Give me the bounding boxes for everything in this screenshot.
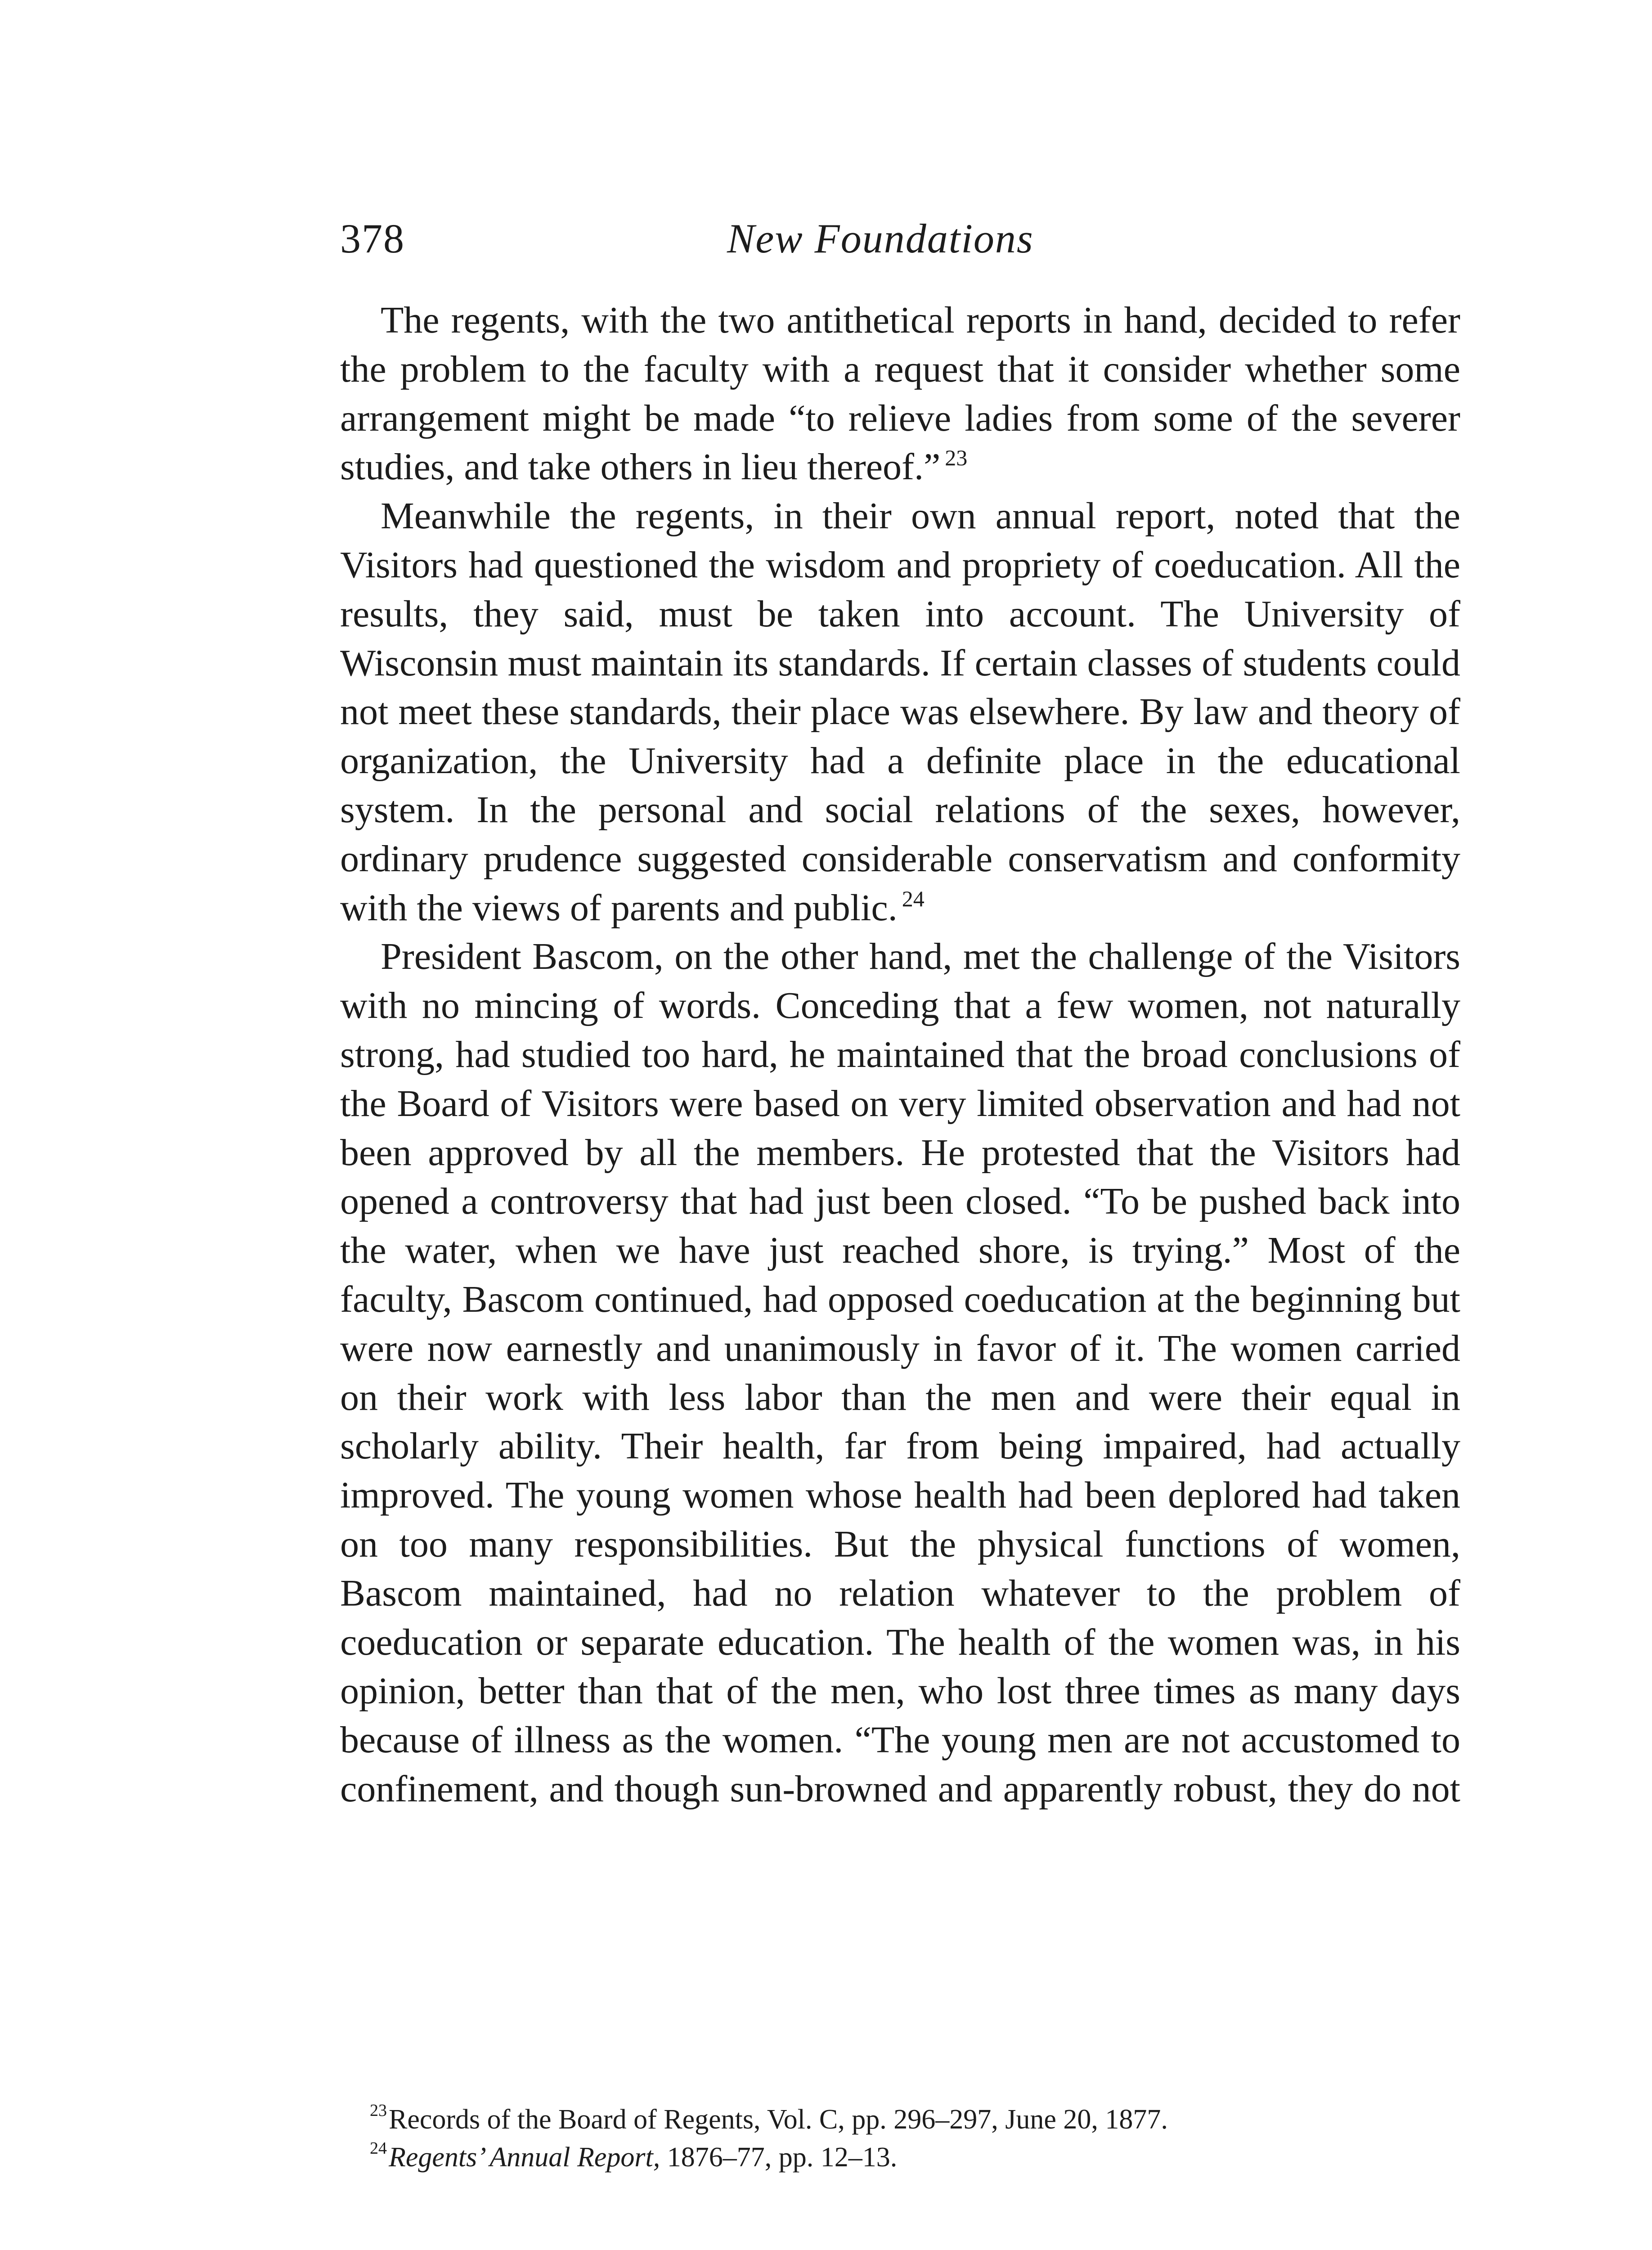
page-number: 378: [340, 216, 405, 261]
paragraph-1: [340, 296, 1460, 492]
footnotes: [370, 2101, 1459, 2176]
running-title: New Foundations: [727, 216, 1034, 261]
footnote-ref-23: 23: [945, 445, 968, 471]
paragraph-text: President Bascom, on the other hand, met the challenge of the Visitors with no mincing of words. Conceding that a few women, not naturally strong, had studied too hard, he maintained that the broad conclusions of the Board of Visitors were based on very limited observation and had not been approved by all the members. He protested that the Visitors had opened a controversy that had just been closed. “To be pushed back into the water, when we have just reached shore, is trying.” Most of the faculty, Bascom continued, had opposed coeducation at the beginning but were now earnestly and unanimously in favor of it. The women carried on their work with less labor than the men and were their equal in scholarly ability. Their health, far from being impaired, had actually improved. The young women whose health had been deplored had taken on too many responsibilities. But the physical functions of women, Bascom maintained, had no relation whatever to the problem of coeducation or separate education. The health of the women was, in his opinion, better than that of the men, who lost three times as many days because of illness as the women. “The young men are not accustomed to confinement, and though sun-browned and apparently robust, they do not: [340, 936, 1460, 1810]
page-header: [340, 212, 1460, 274]
footnote-23: [370, 2101, 1459, 2138]
footnote-title: Regents’ Annual Report,: [389, 2142, 660, 2173]
footnote-ref-24: 24: [902, 886, 925, 911]
paragraph-text: Meanwhile the regents, in their own annual report, noted that the Visitors had questioned the wisdom and propriety of coeducation. All the results, they said, must be taken into account. The University of Wisconsin must maintain its standards. If certain classes of students could not meet these standards, their place was elsewhere. By law and theory of organization, the University had a definite place in the educational system. In the personal and social relations of the sexes, however, ordinary prudence suggested considerable conservatism and conformity with the views of parents and public.: [340, 495, 1460, 929]
footnote-mark: 23: [370, 2101, 387, 2120]
footnote-text: 1876–77, pp. 12–13.: [660, 2142, 898, 2173]
paragraph-text: The regents, with the two antithetical reports in hand, decided to refer the problem to the faculty with a request that it consider whether some arrangement might be made “to relieve ladies from some of the severer studies, and take others in lieu thereof.”: [340, 299, 1460, 488]
footnote-mark: 24: [370, 2138, 387, 2158]
footnote-24: [370, 2138, 1459, 2176]
body-text: [340, 296, 1460, 1814]
footnote-text: Records of the Board of Regents, Vol. C, pp. 296–297, June 20, 1877.: [389, 2104, 1168, 2135]
paragraph-2: [340, 492, 1460, 932]
paragraph-3: [340, 932, 1460, 1814]
